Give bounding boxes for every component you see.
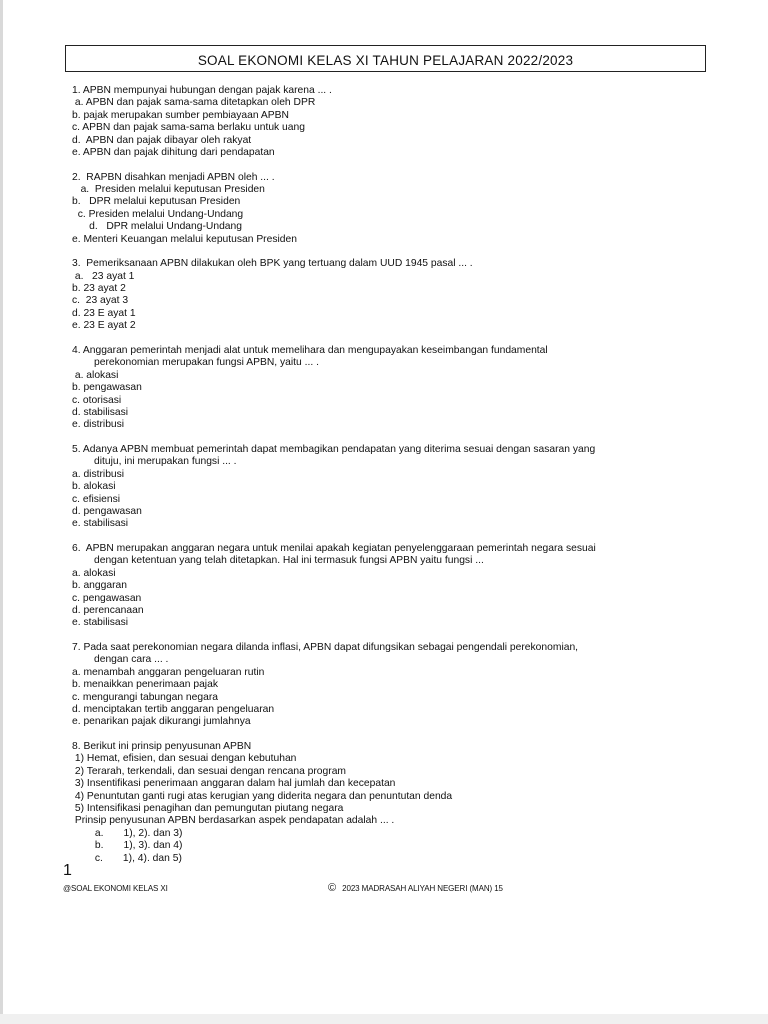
question-stem: 3. Pemeriksanaan APBN dilakukan oleh BPK yang tertuang dalam UUD 1945 pasal ... .: [72, 258, 473, 270]
answer-option: e. 23 E ayat 2: [72, 320, 136, 332]
question-stem: 5. Adanya APBN membuat pemerintah dapat membagikan pendapatan yang diterima sesuai dengan sasaran yang: [72, 443, 596, 455]
answer-option: c. APBN dan pajak sama-sama berlaku untuk uang: [72, 122, 305, 134]
answer-option: e. Menteri Keuangan melalui keputusan Presiden: [72, 233, 297, 245]
question-stem-continuation: dengan ketentuan yang telah ditetapkan. Hal ini termasuk fungsi APBN yaitu fungsi ...: [94, 555, 484, 567]
answer-option: a. APBN dan pajak sama-sama ditetapkan oleh DPR: [72, 97, 316, 109]
footer-right-label: 2023 MADRASAH ALIYAH NEGERI (MAN) 15: [340, 884, 503, 893]
question-stem-continuation: dituju, ini merupakan fungsi ... .: [94, 456, 237, 468]
page-number: 1: [63, 862, 72, 879]
answer-option: b. pengawasan: [72, 382, 142, 394]
answer-option: d. DPR melalui Undang-Undang: [72, 221, 242, 233]
answer-option: e. penarikan pajak dikurangi jumlahnya: [72, 716, 251, 728]
answer-option: d. perencanaan: [72, 604, 144, 616]
answer-option: c. mengurangi tabungan negara: [72, 691, 218, 703]
page-left-edge: [0, 0, 3, 1024]
question-3: [72, 258, 692, 332]
answer-option: 5) Intensifikasi penagihan dan pemungutan piutang negara: [72, 803, 344, 815]
answer-option: a. alokasi: [72, 567, 116, 579]
answer-option: e. distribusi: [72, 419, 125, 431]
answer-option: c. pengawasan: [72, 592, 142, 604]
copyright-symbol: ©: [328, 882, 337, 894]
answer-option: c. 23 ayat 3: [72, 295, 129, 307]
answer-option: b. 23 ayat 2: [72, 283, 126, 295]
answer-option: e. stabilisasi: [72, 617, 129, 629]
question-stem: 6. APBN merupakan anggaran negara untuk menilai apakah kegiatan penyelenggaraan pemerintah negara sesuai: [72, 542, 596, 554]
question-4: [72, 345, 692, 432]
answer-option: b. menaikkan penerimaan pajak: [72, 679, 218, 691]
question-6: [72, 543, 692, 630]
question-list: [72, 85, 692, 877]
answer-option: b. 1), 3). dan 4): [72, 840, 183, 852]
answer-option: 2) Terarah, terkendali, dan sesuai dengan rencana program: [72, 765, 346, 777]
question-stem: 1. APBN mempunyai hubungan dengan pajak karena ... .: [72, 85, 332, 96]
question-1: [72, 85, 692, 159]
question-stem: 8. Berikut ini prinsip penyusunan APBN: [72, 741, 252, 752]
answer-option: e. stabilisasi: [72, 518, 129, 530]
answer-option: b. alokasi: [72, 481, 116, 493]
answer-option: d. 23 E ayat 1: [72, 307, 136, 319]
answer-option: 4) Penuntutan ganti rugi atas kerugian yang diderita negara dan penuntutan denda: [72, 790, 453, 802]
question-stem-continuation: dengan cara ... .: [94, 654, 169, 666]
question-stem: 4. Anggaran pemerintah menjadi alat untuk memelihara dan mengupayakan keseimbangan fundamental: [72, 344, 548, 356]
page-title: SOAL EKONOMI KELAS XI TAHUN PELAJARAN 2022/2023: [65, 45, 706, 72]
answer-option: c. Presiden melalui Undang-Undang: [72, 208, 244, 220]
answer-option: e. APBN dan pajak dihitung dari pendapatan: [72, 147, 275, 159]
answer-option: a. menambah anggaran pengeluaran rutin: [72, 666, 265, 678]
answer-option: b. pajak merupakan sumber pembiayaan APBN: [72, 109, 289, 121]
answer-option: Prinsip penyusunan APBN berdasarkan aspek pendapatan adalah ... .: [72, 815, 395, 827]
answer-option: a. distribusi: [72, 468, 125, 480]
answer-option: b. anggaran: [72, 580, 127, 592]
answer-option: a. alokasi: [72, 369, 119, 381]
answer-option: c. 1), 4). dan 5): [72, 852, 182, 864]
answer-option: 3) Insentifikasi penerimaan anggaran dalam hal jumlah dan kecepatan: [72, 778, 396, 790]
question-8: [72, 741, 692, 865]
answer-option: c. otorisasi: [72, 394, 122, 406]
answer-option: a. 1), 2). dan 3): [72, 827, 183, 839]
question-stem-continuation: perekonomian merupakan fungsi APBN, yaitu ... .: [94, 357, 319, 369]
answer-option: a. 23 ayat 1: [72, 270, 135, 282]
answer-option: 1) Hemat, efisien, dan sesuai dengan kebutuhan: [72, 753, 297, 765]
footer-left-text: @SOAL EKONOMI KELAS XI: [63, 884, 168, 893]
answer-option: d. pengawasan: [72, 505, 142, 517]
question-5: [72, 444, 692, 531]
question-2: [72, 172, 692, 246]
question-stem: 2. RAPBN disahkan menjadi APBN oleh ... .: [72, 171, 275, 183]
answer-option: b. DPR melalui keputusan Presiden: [72, 196, 241, 208]
answer-option: c. efisiensi: [72, 493, 121, 505]
page-bottom-edge: [0, 1014, 768, 1024]
answer-option: d. stabilisasi: [72, 406, 129, 418]
question-stem: 7. Pada saat perekonomian negara dilanda inflasi, APBN dapat difungsikan sebagai pengendali perekonomian,: [72, 641, 579, 653]
question-7: [72, 642, 692, 729]
answer-option: d. APBN dan pajak dibayar oleh rakyat: [72, 134, 252, 146]
footer-right-text: [328, 882, 503, 894]
answer-option: a. Presiden melalui keputusan Presiden: [72, 184, 265, 196]
answer-option: d. menciptakan tertib anggaran pengeluaran: [72, 704, 275, 715]
